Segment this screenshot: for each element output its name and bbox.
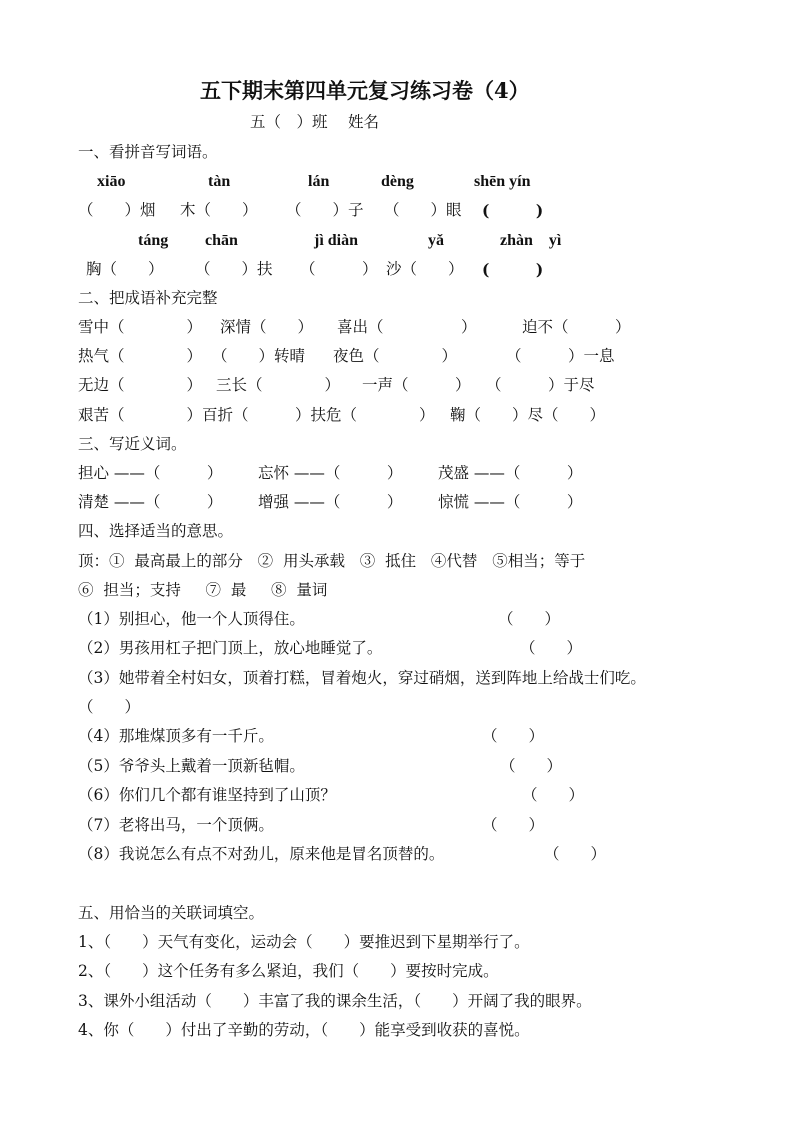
answer-box-7[interactable]: （ ）扶 (195, 260, 273, 278)
question-item: （2）男孩用杠子把门顶上，放心地睡觉了。 (78, 639, 383, 657)
question-item: （1）别担心，他一个人顶得住。 (78, 610, 305, 628)
idiom-item[interactable]: 无边（ ） (78, 376, 203, 394)
answer-box-8[interactable]: （ ） (300, 260, 378, 278)
question-item: （6）你们几个都有谁坚持到了山顶？ (78, 786, 336, 804)
synonym-item[interactable]: 惊慌 ——（ ） (438, 493, 583, 511)
section-3-heading: 三、写近义词。 (78, 435, 187, 453)
synonym-item[interactable]: 忘怀 ——（ ） (258, 464, 403, 482)
synonym-item[interactable]: 增强 ——（ ） (258, 493, 403, 511)
answer-box-4[interactable]: （ ）眼 (384, 201, 462, 219)
pinyin-6: táng (138, 232, 169, 249)
pinyin-1: xiāo (97, 173, 126, 190)
section-1-heading: 一、看拼音写词语。 (78, 143, 218, 161)
answer-blank[interactable]: （ ） (544, 845, 607, 863)
pinyin-5: shēn yín (474, 173, 531, 190)
answer-box-1[interactable]: （ ）烟 (78, 201, 156, 219)
pinyin-4: dèng (381, 173, 414, 190)
idiom-item[interactable]: 艰苦（ ）百折（ ）扶危（ ） (78, 406, 435, 424)
pinyin-3: lán (308, 173, 330, 190)
page-title: 五下期末第四单元复习练习卷（4） (200, 78, 530, 103)
meanings-line-1: 顶：① 最高最上的部分 ② 用头承载 ③ 抵住 ④代替 ⑤相当；等于 (78, 552, 586, 570)
question-item: （7）老将出马，一个顶俩。 (78, 816, 274, 834)
synonym-item[interactable]: 茂盛 ——（ ） (438, 464, 583, 482)
idiom-item[interactable]: 夜色（ ） (333, 347, 458, 365)
pinyin-9: yǎ (428, 232, 444, 249)
idiom-item[interactable]: 鞠（ ）尽（ ） (450, 406, 606, 424)
answer-box-5[interactable]: ( ) (482, 201, 544, 220)
answer-box-3[interactable]: （ ）子 (286, 201, 364, 219)
answer-blank[interactable]: （ ） (498, 610, 561, 628)
idiom-item[interactable]: （ ）转晴 (212, 347, 306, 365)
idiom-item[interactable]: 三长（ ） (216, 376, 341, 394)
section-2-heading: 二、把成语补充完整 (78, 289, 218, 307)
answer-box-10[interactable]: ( ) (482, 260, 544, 279)
pinyin-10: zhàn yì (500, 232, 562, 249)
conjunction-item-3[interactable]: 3、课外小组活动（ ）丰富了我的课余生活，（ ）开阔了我的眼界。 (78, 992, 592, 1010)
name-label: 姓名 (348, 113, 380, 131)
pinyin-7: chān (205, 232, 238, 249)
answer-box-2[interactable]: 木（ ） (180, 201, 258, 219)
pinyin-2: tàn (208, 173, 231, 190)
conjunction-item-1[interactable]: 1、（ ）天气有变化，运动会（ ）要推迟到下星期举行了。 (78, 933, 530, 951)
idiom-item[interactable]: （ ）于尽 (486, 376, 595, 394)
question-item: （4）那堆煤顶多有一千斤。 (78, 727, 274, 745)
question-item: （3）她带着全村妇女，顶着打糕，冒着炮火，穿过硝烟，送到阵地上给战士们吃。 (78, 669, 646, 687)
answer-blank[interactable]: （ ） (520, 639, 583, 657)
class-label: 五（ ）班 (250, 113, 328, 131)
pinyin-8: jì diàn (314, 232, 359, 249)
conjunction-item-2[interactable]: 2、（ ）这个任务有多么紧迫，我们（ ）要按时完成。 (78, 962, 499, 980)
synonym-item[interactable]: 担心 ——（ ） (78, 464, 223, 482)
idiom-item[interactable]: 热气（ ） (78, 347, 203, 365)
answer-blank[interactable]: （ ） (482, 816, 545, 834)
synonym-item[interactable]: 清楚 ——（ ） (78, 493, 223, 511)
answer-blank[interactable]: （ ） (78, 698, 141, 716)
idiom-item[interactable]: 迫不（ ） (522, 318, 631, 336)
question-item: （5）爷爷头上戴着一顶新毡帽。 (78, 757, 305, 775)
answer-box-9[interactable]: 沙（ ） (386, 260, 464, 278)
answer-blank[interactable]: （ ） (522, 786, 585, 804)
section-5-heading: 五、用恰当的关联词填空。 (78, 904, 265, 922)
idiom-item[interactable]: 雪中（ ） (78, 318, 203, 336)
idiom-item[interactable]: （ ）一息 (506, 347, 615, 365)
answer-box-6[interactable]: 胸（ ） (86, 260, 164, 278)
idiom-item[interactable]: 深情（ ） (220, 318, 314, 336)
answer-blank[interactable]: （ ） (500, 757, 563, 775)
answer-blank[interactable]: （ ） (482, 727, 545, 745)
section-4-heading: 四、选择适当的意思。 (78, 522, 234, 540)
meanings-line-2: ⑥ 担当；支持 ⑦ 最 ⑧ 量词 (78, 581, 328, 599)
idiom-item[interactable]: 喜出（ ） (337, 318, 477, 336)
idiom-item[interactable]: 一声（ ） (362, 376, 471, 394)
conjunction-item-4[interactable]: 4、你（ ）付出了辛勤的劳动，（ ）能享受到收获的喜悦。 (78, 1021, 530, 1039)
question-item: （8）我说怎么有点不对劲儿，原来他是冒名顶替的。 (78, 845, 445, 863)
